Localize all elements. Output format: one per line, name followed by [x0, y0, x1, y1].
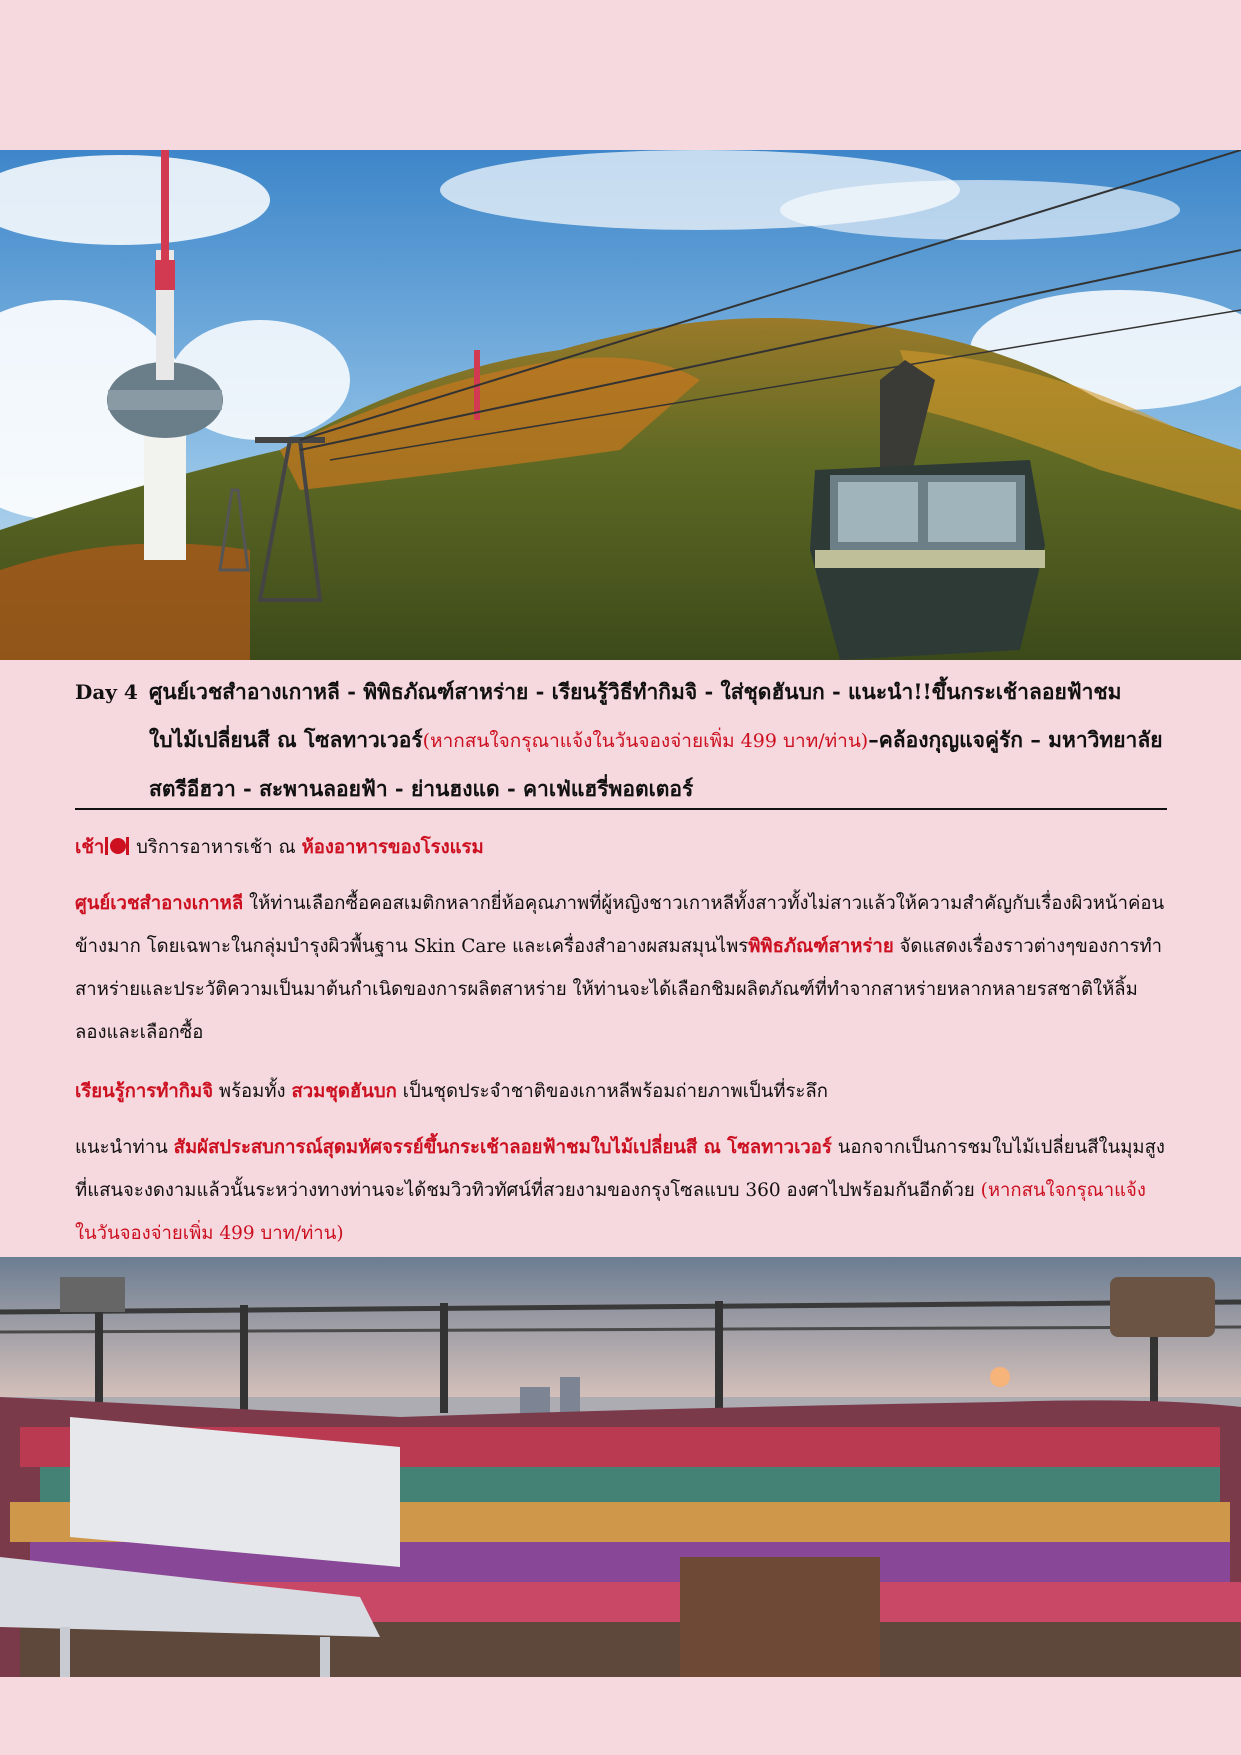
tower-highlight: สัมผัสประสบการณ์สุดมหัศจรรย์ขึ้นกระเช้าลอยฟ้าชมใบไม้เปลี่ยนสี ณ โซลทาวเวอร์ — [173, 1137, 832, 1158]
seoul-tower-cable-car-photo — [0, 150, 1241, 660]
hanbok-text: เป็นชุดประจำชาติของเกาหลีพร้อมถ่ายภาพเป็นที่ระลึก — [396, 1081, 828, 1102]
header-divider — [75, 808, 1167, 810]
day-label: Day 4 — [75, 680, 138, 704]
kimchi-text: พร้อมทั้ง — [213, 1081, 292, 1102]
hanbok-highlight: สวมชุดฮันบก — [291, 1081, 397, 1102]
tower-text: นอกจากเป็นการชมใบไม้เปลี่ยนสีในมุมสูงที่แสนจะงดงามแล้วนั้นระหว่างทางท่านจะได้ชมวิวทิวทัศน์ที่สวยงามของกรุงโซลแบบ 360 องศาไปพร้อมกันอีกด้วย — [75, 1137, 1165, 1201]
day-header — [75, 668, 1167, 813]
seoul-tower-paragraph — [75, 1126, 1167, 1255]
kimchi-hanbok-paragraph — [75, 1070, 1167, 1113]
breakfast-line — [75, 826, 1167, 869]
day-title-part2: –คล้องกุญแจคู่รัก – มหาวิทยาลัยสตรีอีฮวา - สะพานลอยฟ้า - ย่านฮงแด - คาเฟ่แฮรี่พอตเตอร์ — [149, 727, 1163, 801]
tower-intro-text: แนะนำท่าน — [75, 1137, 174, 1158]
day-title-part1: ศูนย์เวชสำอางเกาหลี - พิพิธภัณฑ์สาหร่าย - เรียนรู้วิธีทำกิมจิ - ใส่ชุดฮันบก - แนะนำ!!ขึ้นกระเช้าลอยฟ้าชมใบไม้เปลี่ยนสี ณ โซลทาวเวอร์ — [149, 679, 1122, 752]
kimchi-highlight: เรียนรู้การทำกิมจิ — [75, 1081, 214, 1102]
breakfast-text: บริการอาหารเช้า ณ — [130, 837, 302, 858]
breakfast-meal-label: เช้า — [75, 837, 105, 858]
breakfast-place: ห้องอาหารของโรงแรม — [301, 837, 484, 858]
day-title — [149, 668, 1167, 813]
cosmetic-seaweed-paragraph — [75, 882, 1167, 1054]
cosmetic-text: ให้ท่านเลือกซื้อคอสเมติกหลากยี่ห้อคุณภาพที่ผู้หญิงชาวเกาหลีทั้งสาวทั้งไม่สาวแล้วให้ความสำคัญกับเรื่องผิวหน้าค่อนข้างมาก โดยเฉพาะในกลุ่มบำรุงผิวพื้นฐาน Skin Care และเครื่องสำอางผสมสมุนไพร — [75, 893, 1165, 957]
love-locks-photo — [0, 1257, 1241, 1677]
tower-price-note: (หากสนใจกรุณาแจ้งในวันจองจ่ายเพิ่ม 499 บาท/ท่าน) — [75, 1180, 1146, 1244]
meal-icon — [104, 830, 130, 852]
seaweed-text: จัดแสดงเรื่องราวต่างๆของการทำสาหร่ายและประวัติความเป็นมาต้นกำเนิดของการผลิตสาหร่าย ให้ท่านจะได้เลือกชิมผลิตภัณฑ์ที่ทำจากสาหร่ายหลากหลายรสชาติให้ลิ้มลองและเลือกซื้อ — [75, 936, 1163, 1043]
day-title-note: (หากสนใจกรุณาแจ้งในวันจองจ่ายเพิ่ม 499 บาท/ท่าน) — [422, 730, 869, 752]
seaweed-museum-highlight: พิพิธภัณฑ์สาหร่าย — [748, 936, 894, 957]
cosmetic-center-highlight: ศูนย์เวชสำอางเกาหลี — [75, 893, 244, 914]
